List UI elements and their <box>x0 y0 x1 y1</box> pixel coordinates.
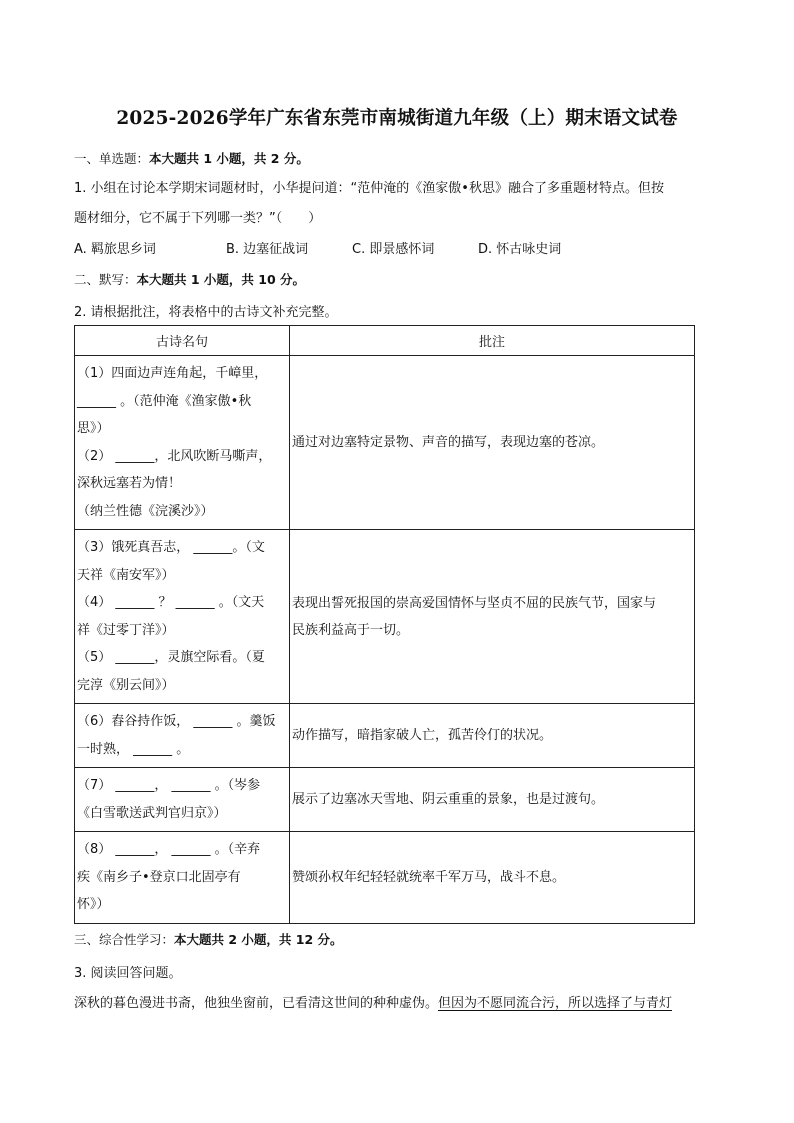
option-b[interactable]: B. 边塞征战词 <box>226 242 309 257</box>
note-line: 通过对边塞特定景物、声音的描写，表现边塞的苍凉。 <box>292 435 605 450</box>
poem-lines-cell <box>75 356 290 530</box>
table-row <box>75 768 695 832</box>
note-line: 表现出誓死报国的崇高爱国情怀与坚贞不屈的民族气节，国家与 <box>292 595 657 611</box>
note-cell <box>290 832 695 924</box>
note-cell <box>290 356 695 530</box>
section-desc: 本大题共 1 小题，共 2 分。 <box>149 151 309 166</box>
section-heading-3 <box>74 930 343 948</box>
poem-line: 一时熟， ______ 。 <box>77 741 190 757</box>
question-2-prompt: 2. 请根据批注，将表格中的古诗文补充完整。 <box>74 305 338 320</box>
note-line: 动作描写，暗指家破人亡，孤苦伶仃的状况。 <box>292 728 553 743</box>
poem-lines-cell <box>75 832 290 924</box>
note-cell <box>290 704 695 768</box>
section-desc: 本大题共 2 小题，共 12 分。 <box>174 932 343 947</box>
section-label: 一、单选题： <box>74 151 150 166</box>
section-heading-2 <box>74 270 305 288</box>
note-line: 展示了边塞冰天雪地、阴云重重的景象，也是过渡句。 <box>292 792 605 807</box>
table-row <box>75 356 695 530</box>
section-desc: 本大题共 1 小题，共 10 分。 <box>136 272 306 287</box>
table-header-row <box>75 326 695 356</box>
poem-lines-cell <box>75 704 290 768</box>
poem-line: （7） ______， ______ 。（岑参 <box>77 778 261 793</box>
question-1-line-2: 题材细分，它不属于下列哪一类？”（ ） <box>74 211 322 226</box>
poem-line: （纳兰性德《浣溪沙》） <box>77 503 214 519</box>
poem-line: （3）饿死真吾志， ______。（文 <box>77 540 265 555</box>
question-3-prompt: 3. 阅读回答问题。 <box>74 966 182 981</box>
question-1-line-1: 1. 小组在讨论本学期宋词题材时，小华提问道：“范仲淹的《渔家傲•秋思》融合了多重题材特点。但按 <box>74 181 664 196</box>
poem-line: 深秋远塞若为情！ <box>77 476 182 491</box>
poem-line: 怀》） <box>77 897 110 912</box>
note-line: 赞颂孙权年纪轻轻就统率千军万马，战斗不息。 <box>292 869 566 885</box>
table-row <box>75 832 695 924</box>
poem-line: 疾《南乡子•登京口北固亭有 <box>77 869 241 885</box>
question-3-passage <box>74 992 672 1011</box>
section-label: 三、综合性学习： <box>74 932 175 947</box>
note-cell <box>290 768 695 832</box>
poem-line: （4） ______ ？ ______ 。（文天 <box>77 595 265 610</box>
poem-line: 思》） <box>77 421 110 436</box>
option-c[interactable]: C. 即景感怀词 <box>352 242 435 257</box>
note-line: 民族利益高于一切。 <box>292 622 410 638</box>
option-d[interactable]: D. 怀古咏史词 <box>478 242 562 257</box>
poem-line: （5） ______，灵旗空际看。（夏 <box>77 650 265 665</box>
poem-line: ______ 。（范仲淹《渔家傲•秋 <box>77 393 252 409</box>
poem-table <box>74 325 695 924</box>
poem-line: 天祥《南安军》） <box>77 567 175 583</box>
poem-lines-cell <box>75 530 290 704</box>
header-poem-lines: 古诗名句 <box>75 326 290 356</box>
poem-line: （2） ______，北风吹断马嘶声， <box>77 448 272 464</box>
section-heading-1 <box>74 149 309 167</box>
poem-line: （1）四面边声连角起，千嶂里， <box>77 366 268 381</box>
note-cell <box>290 530 695 704</box>
poem-line: （8） ______， ______ 。（辛弃 <box>77 842 261 857</box>
poem-line: 祥《过零丁洋》） <box>77 622 175 638</box>
poem-lines-cell <box>75 768 290 832</box>
header-notes: 批注 <box>290 326 695 356</box>
poem-line: 完淳《别云间》） <box>77 677 175 693</box>
section-label: 二、默写： <box>74 272 137 287</box>
passage-underlined-text: 但因为不愿同流合污，所以选择了与青灯 <box>438 996 673 1011</box>
table-row <box>75 530 695 704</box>
poem-line: 《白雪歌送武判官归京》） <box>77 805 227 821</box>
table-row <box>75 704 695 768</box>
passage-text: 深秋的暮色漫进书斋，他独坐窗前，已看清这世间的种种虚伪。 <box>74 996 439 1011</box>
poem-line: （6）舂谷持作饭， ______ 。羹饭 <box>77 714 276 729</box>
option-a[interactable]: A. 羁旅思乡词 <box>74 242 156 257</box>
page-title: 2025-2026学年广东省东莞市南城街道九年级（上）期末语文试卷 <box>116 108 678 129</box>
